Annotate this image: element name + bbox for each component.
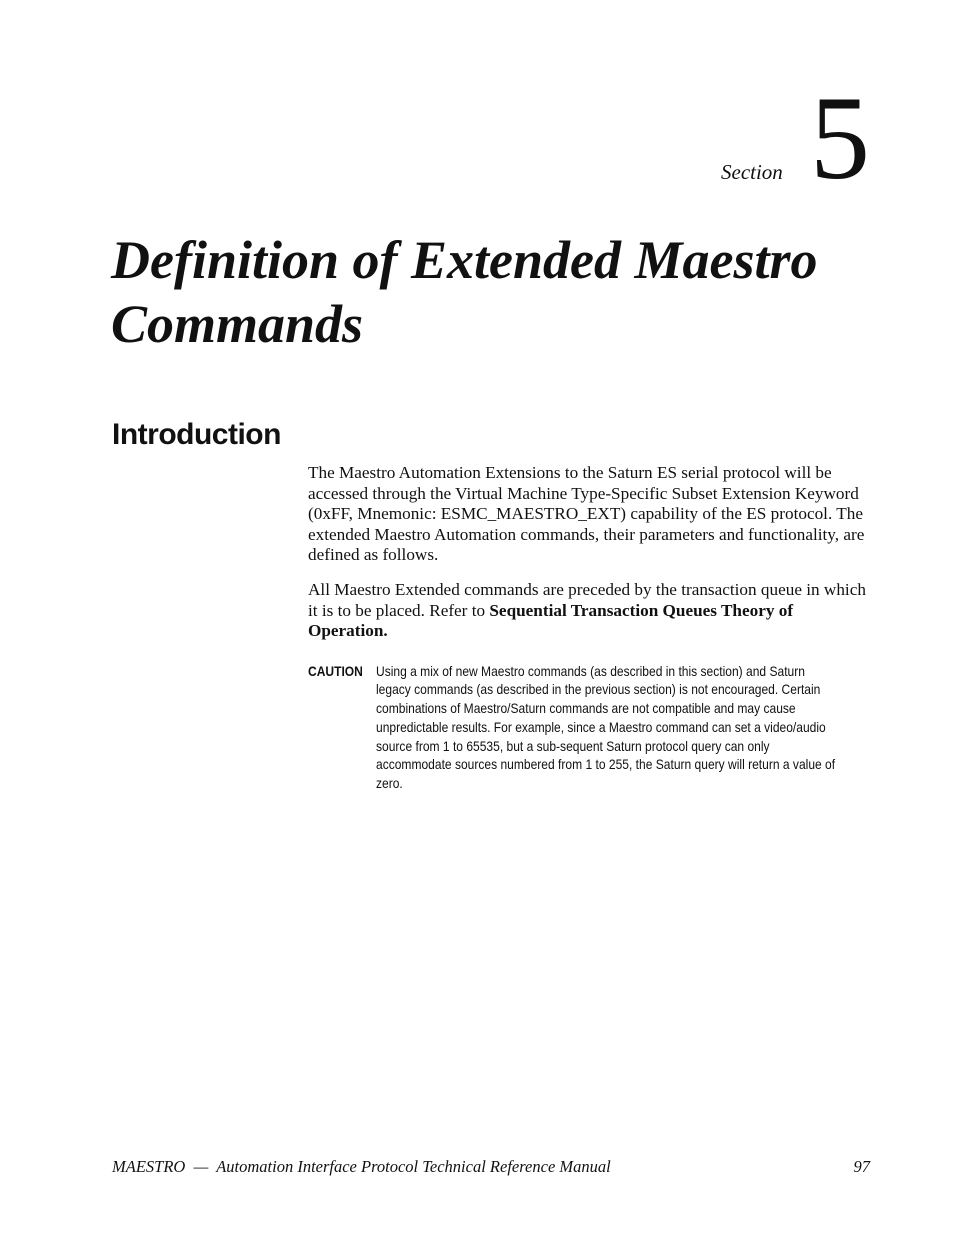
chapter-title: Definition of Extended Maestro Commands [111, 230, 818, 354]
page-footer [112, 1157, 870, 1177]
footer-title: MAESTRO — Automation Interface Protocol Technical Reference Manual [112, 1157, 611, 1176]
cross-reference: Sequential Transaction Queues Theory of Operation. [308, 600, 794, 641]
section-label: Section [721, 160, 783, 184]
page-number: 97 [853, 1157, 870, 1176]
caution-note [308, 662, 870, 793]
intro-paragraph-1: The Maestro Automation Extensions to the Saturn ES serial protocol will be accessed through the Virtual Machine Type-Specific Subset Extension Keyword (0xFF, Mnemonic: ESMC_MAESTRO_EXT) capability of the ES protocol. The extended Maestro Automation commands, their parameters and functionality, are defined as follows. [308, 463, 865, 565]
paragraph-2-text: All Maestro Extended commands are preceded by the transaction queue in which it is to be placed. Refer to [308, 579, 866, 620]
body-column [308, 463, 870, 793]
caution-text: Using a mix of new Maestro commands (as described in this section) and Saturn legacy commands (as described in the previous section) is not encouraged. Certain combinations of Maestro/Saturn commands are not compatible and may cause unpredictable results. For example, since a Maestro command can set a video/audio source from 1 to 65535, but a sub-sequent Saturn protocol query can only accommodate sources numbered from 1 to 255, the Saturn query will return a value of zero. [376, 662, 836, 791]
section-number: 5 [810, 71, 870, 204]
caution-label: CAUTION [308, 662, 363, 679]
intro-paragraph-2 [308, 580, 870, 642]
intro-heading: Introduction [112, 418, 281, 451]
